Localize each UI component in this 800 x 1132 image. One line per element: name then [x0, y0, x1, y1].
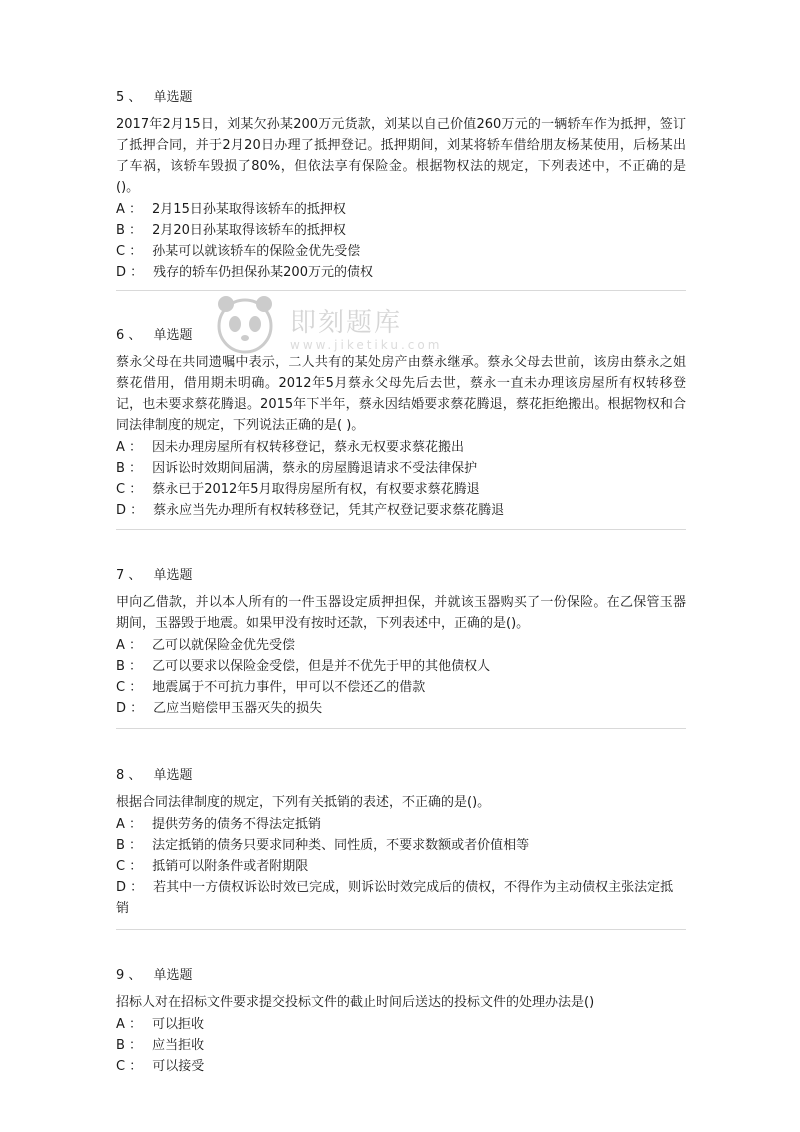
- question-header: [116, 766, 686, 786]
- option-letter: A ：: [116, 440, 143, 455]
- section-divider: [116, 529, 686, 530]
- option-a: [116, 814, 686, 835]
- option-letter: B ：: [116, 223, 143, 238]
- option-text: 2月15日孙某取得该轿车的抵押权: [152, 202, 346, 217]
- option-letter: B ：: [116, 659, 143, 674]
- option-b: [116, 835, 686, 856]
- question-header: [116, 326, 686, 346]
- option-text: 地震属于不可抗力事件，甲可以不偿还乙的借款: [152, 680, 426, 695]
- option-d: [116, 877, 686, 919]
- question-stem: 2017年2月15日，刘某欠孙某200万元货款，刘某以自己价值260万元的一辆轿车作为抵押，签订了抵押合同，并于2月20日办理了抵押登记。抵押期间，刘某将轿车借给朋友杨某使用，后杨某出了车祸，该轿车毁损了80%，但依法享有保险金。根据物权法的规定，下列表述中，不正确的是()。: [116, 117, 686, 195]
- option-a: [116, 1014, 686, 1035]
- question-type: 单选题: [153, 768, 193, 783]
- option-text: 因未办理房屋所有权转移登记，蔡永无权要求蔡花搬出: [152, 440, 465, 455]
- option-b: [116, 656, 686, 677]
- option-letter: A ：: [116, 817, 143, 832]
- option-letter: B ：: [116, 461, 143, 476]
- option-text: 可以拒收: [152, 1017, 205, 1032]
- option-letter: D ：: [116, 503, 144, 518]
- question-number: 9 、: [116, 968, 142, 983]
- option-text: 应当拒收: [152, 1038, 205, 1053]
- question-9: [116, 966, 686, 1077]
- question-type: 单选题: [153, 90, 193, 105]
- option-text: 乙可以要求以保险金受偿，但是并不优先于甲的其他债权人: [152, 659, 491, 674]
- option-text: 若其中一方债权诉讼时效已完成，则诉讼时效完成后的债权，不得作为主动债权主张法定抵销: [116, 880, 674, 916]
- question-type: 单选题: [153, 968, 193, 983]
- option-b: [116, 458, 686, 479]
- question-stem: 招标人对在招标文件要求提交投标文件的截止时间后送达的投标文件的处理办法是(): [116, 995, 595, 1010]
- option-letter: D ：: [116, 880, 144, 895]
- section-divider: [116, 728, 686, 729]
- option-text: 蔡永应当先办理所有权转移登记，凭其产权登记要求蔡花腾退: [153, 503, 505, 518]
- option-text: 可以接受: [152, 1059, 205, 1074]
- option-c: [116, 241, 686, 262]
- option-text: 提供劳务的债务不得法定抵销: [152, 817, 322, 832]
- question-type: 单选题: [153, 328, 193, 343]
- question-number: 7 、: [116, 568, 142, 583]
- option-d: [116, 500, 686, 521]
- option-letter: D ：: [116, 265, 144, 280]
- option-c: [116, 1056, 686, 1077]
- option-a: [116, 437, 686, 458]
- question-number: 5 、: [116, 90, 142, 105]
- question-header: [116, 88, 686, 108]
- option-d: [116, 262, 686, 283]
- question-8: [116, 766, 686, 919]
- option-letter: B ：: [116, 838, 143, 853]
- option-c: [116, 479, 686, 500]
- question-stem: 根据合同法律制度的规定，下列有关抵销的表述，不正确的是()。: [116, 795, 491, 810]
- option-c: [116, 677, 686, 698]
- option-a: [116, 635, 686, 656]
- option-letter: C ：: [116, 859, 143, 874]
- question-header: [116, 566, 686, 586]
- option-text: 因诉讼时效期间届满，蔡永的房屋腾退请求不受法律保护: [152, 461, 478, 476]
- question-7: [116, 566, 686, 719]
- option-b: [116, 1035, 686, 1056]
- question-type: 单选题: [153, 568, 193, 583]
- question-6: [116, 326, 686, 521]
- question-stem: 甲向乙借款，并以本人所有的一件玉器设定质押担保，并就该玉器购买了一份保险。在乙保管玉器期间，玉器毁于地震。如果甲没有按时还款，下列表述中，正确的是()。: [116, 595, 686, 631]
- option-letter: B ：: [116, 1038, 143, 1053]
- option-d: [116, 698, 686, 719]
- question-stem: 蔡永父母在共同遗嘱中表示，二人共有的某处房产由蔡永继承。蔡永父母去世前，该房由蔡永之姐蔡花借用，借用期未明确。2012年5月蔡永父母先后去世，蔡永一直未办理该房屋所有权转移登记，也未要求蔡花腾退。2015年下半年，蔡永因结婚要求蔡花腾退，蔡花拒绝搬出。根据物权和合同法律制度的规定，下列说法正确的是( )。: [116, 355, 686, 433]
- question-5: [116, 88, 686, 283]
- option-letter: A ：: [116, 638, 143, 653]
- option-text: 孙某可以就该轿车的保险金优先受偿: [152, 244, 361, 259]
- option-letter: C ：: [116, 680, 143, 695]
- option-letter: C ：: [116, 482, 143, 497]
- option-text: 乙应当赔偿甲玉器灭失的损失: [153, 701, 323, 716]
- section-divider: [116, 929, 686, 930]
- option-a: [116, 199, 686, 220]
- watermark-subtext: www.jiketiku.com: [290, 338, 443, 352]
- section-divider: [116, 290, 686, 291]
- question-header: [116, 966, 686, 986]
- option-text: 蔡永已于2012年5月取得房屋所有权，有权要求蔡花腾退: [152, 482, 480, 497]
- option-text: 乙可以就保险金优先受偿: [152, 638, 296, 653]
- option-letter: D ：: [116, 701, 144, 716]
- option-text: 抵销可以附条件或者附期限: [152, 859, 309, 874]
- question-number: 8 、: [116, 768, 142, 783]
- option-letter: A ：: [116, 1017, 143, 1032]
- option-letter: C ：: [116, 1059, 143, 1074]
- option-text: 2月20日孙某取得该轿车的抵押权: [152, 223, 346, 238]
- option-c: [116, 856, 686, 877]
- watermark-text: 即刻题库: [290, 308, 403, 338]
- option-text: 法定抵销的债务只要求同种类、同性质，不要求数额或者价值相等: [152, 838, 530, 853]
- option-b: [116, 220, 686, 241]
- question-number: 6 、: [116, 328, 142, 343]
- option-letter: A ：: [116, 202, 143, 217]
- option-text: 残存的轿车仍担保孙某200万元的债权: [153, 265, 373, 280]
- option-letter: C ：: [116, 244, 143, 259]
